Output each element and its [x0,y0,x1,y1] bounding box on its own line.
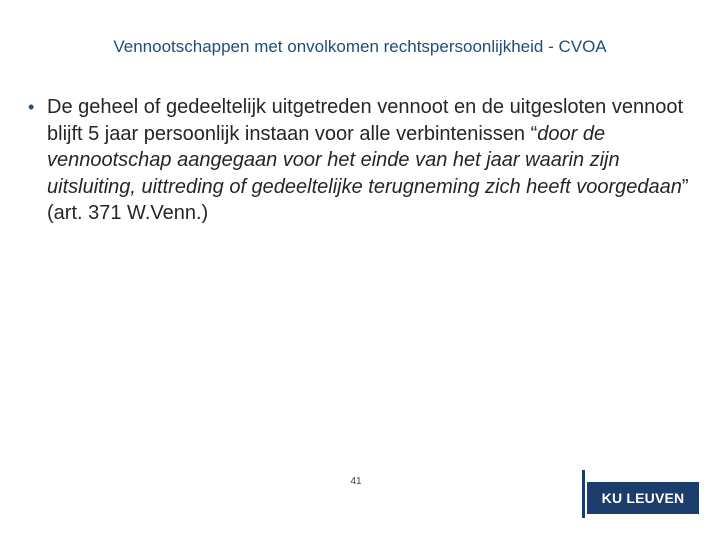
bullet-text-before: De geheel of gedeeltelijk uitgetreden vennoot en de uitgesloten vennoot blijft 5 jaar persoonlijk instaan voor alle verbintenissen “ [47,96,684,145]
logo-divider-line [582,470,585,518]
slide-title: Vennootschappen met onvolkomen rechtspersoonlijkheid - CVOA [113,37,607,56]
bullet-item [28,94,697,227]
bullet-quote-italic: door de vennootschap aangegaan voor het einde van het jaar waarin zijn uitsluiting, uittreding of gedeeltelijke terugneming zich heeft voorgedaan [47,122,682,198]
page-number: 41 [350,476,362,487]
bullet-text-after: ” (art. 371 W.Venn.) [47,175,689,224]
logo-text: KU LEUVEN [601,490,685,506]
logo-box [587,482,699,514]
bullet-text [47,94,697,227]
ku-leuven-logo [582,470,702,520]
bullet-marker: • [28,97,35,117]
